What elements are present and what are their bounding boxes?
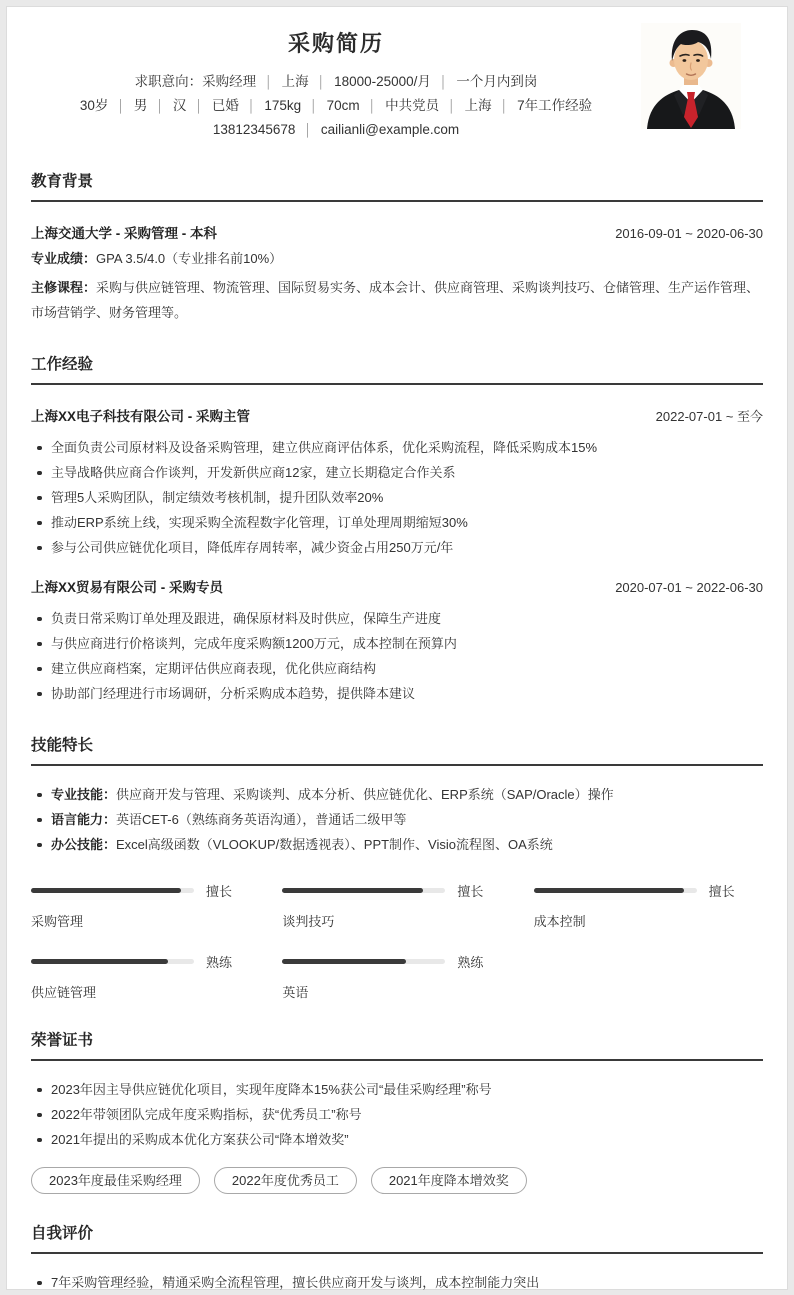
job-date-range: 2020-07-01 ~ 2022-06-30 xyxy=(615,580,763,595)
info-item: 一个月内到岗 xyxy=(456,74,538,89)
header-text-block xyxy=(31,23,641,142)
email-address: cailianli@example.com xyxy=(320,122,460,137)
skill-bullet xyxy=(31,832,763,857)
skill-name: 谈判技巧 xyxy=(282,914,335,929)
avatar-illustration xyxy=(641,23,741,129)
separator: │ xyxy=(448,99,456,113)
skill-bar-track xyxy=(31,888,194,893)
job-entry-head xyxy=(31,405,763,425)
courses-label: 主修课程： xyxy=(31,280,97,295)
job-bullet: 主导战略供应商合作谈判，开发新供应商12家，建立长期稳定合作关系 xyxy=(31,460,763,485)
skill-name: 采购管理 xyxy=(31,914,84,929)
job-bullet: 负责日常采购订单处理及跟进，确保原材料及时供应，保障生产进度 xyxy=(31,606,763,631)
info-item: 30岁 xyxy=(79,98,109,113)
section-title-honors: 荣誉证书 xyxy=(31,1028,763,1061)
info-item: 汉 xyxy=(172,98,187,113)
contact-line xyxy=(31,118,641,142)
skill-bar-fill xyxy=(31,888,181,893)
section-title-education: 教育背景 xyxy=(31,169,763,202)
job-date-range: 2022-07-01 ~ 至今 xyxy=(655,409,763,424)
info-item: 上海 xyxy=(281,74,309,89)
skill-bar-fill xyxy=(534,888,684,893)
skill-level-label: 擅长 xyxy=(708,884,735,899)
separator: │ xyxy=(500,99,509,113)
profile-photo xyxy=(641,23,741,129)
separator: │ xyxy=(195,99,203,113)
job-bullets xyxy=(31,606,763,706)
separator: │ xyxy=(439,75,448,89)
personal-info-line xyxy=(31,94,641,118)
self-eval-bullet: 7年采购管理经验，精通采购全流程管理，擅长供应商开发与谈判，成本控制能力突出 xyxy=(31,1270,763,1295)
info-item: 18000-25000/月 xyxy=(334,74,431,89)
skill-bar-fill xyxy=(282,888,422,893)
honor-bullet: 2022年带领团队完成年度采购指标，获“优秀员工”称号 xyxy=(31,1102,763,1127)
job-entry xyxy=(31,405,763,560)
gpa-line xyxy=(31,246,763,271)
school-degree: 上海交通大学 - 采购管理 - 本科 xyxy=(31,226,217,241)
job-bullets xyxy=(31,435,763,560)
courses-value: 采购与供应链管理、物流管理、国际贸易实务、成本会计、供应商管理、采购谈判技巧、仓储管理、生产运作管理、市场营销学、财务管理等。 xyxy=(31,280,760,320)
job-bullet: 协助部门经理进行市场调研，分析采购成本趋势，提供降本建议 xyxy=(31,681,763,706)
skill-bar-fill xyxy=(31,959,168,964)
skill-label: 专业技能： xyxy=(51,787,117,802)
job-bullet: 建立供应商档案，定期评估供应商表现，优化供应商结构 xyxy=(31,656,763,681)
job-bullet: 全面负责公司原材料及设备采购管理，建立供应商评估体系，优化采购流程，降低采购成本15% xyxy=(31,435,763,460)
separator: │ xyxy=(247,99,256,113)
skill-text: 供应商开发与管理、采购谈判、成本分析、供应链优化、ERP系统（SAP/Oracle）操作 xyxy=(116,787,614,802)
job-bullet: 管理5人采购团队，制定绩效考核机制，提升团队效率20% xyxy=(31,485,763,510)
skill-level-label: 熟练 xyxy=(457,955,484,970)
honor-tag: 2022年度优秀员工 xyxy=(214,1167,357,1194)
resume-page xyxy=(6,6,788,1290)
education-date-range: 2016-09-01 ~ 2020-06-30 xyxy=(615,226,763,241)
job-bullet: 与供应商进行价格谈判，完成年度采购额1200万元，成本控制在预算内 xyxy=(31,631,763,656)
skill-level-label: 擅长 xyxy=(457,884,484,899)
info-item: 175kg xyxy=(264,98,302,113)
honor-bullet: 2023年因主导供应链优化项目，实现年度降本15%获公司“最佳采购经理”称号 xyxy=(31,1077,763,1102)
honor-tag: 2021年度降本增效奖 xyxy=(371,1167,527,1194)
separator: │ xyxy=(310,99,318,113)
honor-tag: 2023年度最佳采购经理 xyxy=(31,1167,200,1194)
separator: │ xyxy=(117,99,125,113)
skill-bar-track xyxy=(31,959,194,964)
section-title-work: 工作经验 xyxy=(31,352,763,385)
job-bullet: 参与公司供应链优化项目，降低库存周转率，减少资金占用250万元/年 xyxy=(31,535,763,560)
info-item: 已婚 xyxy=(211,98,239,113)
job-entry xyxy=(31,576,763,706)
separator: │ xyxy=(317,75,326,89)
job-title: 上海XX电子科技有限公司 - 采购主管 xyxy=(31,409,251,424)
gpa-label: 专业成绩： xyxy=(31,251,97,266)
separator: │ xyxy=(304,123,312,137)
section-work xyxy=(31,352,763,706)
info-item: 中共党员 xyxy=(385,98,440,113)
skill-bar-item xyxy=(282,952,511,1001)
skill-bar-item xyxy=(31,952,260,1001)
self-eval-bullets xyxy=(31,1270,763,1295)
section-title-skills: 技能特长 xyxy=(31,733,763,766)
info-item: 70cm xyxy=(326,98,360,113)
skill-bar-track xyxy=(282,959,445,964)
separator: │ xyxy=(156,99,164,113)
skill-label: 语言能力： xyxy=(51,812,117,827)
education-entry-head xyxy=(31,222,763,242)
section-title-self-evaluation: 自我评价 xyxy=(31,1221,763,1254)
job-title: 上海XX贸易有限公司 - 采购专员 xyxy=(31,580,224,595)
skill-name: 成本控制 xyxy=(533,914,586,929)
honor-bullet: 2021年提出的采购成本优化方案获公司“降本增效奖” xyxy=(31,1127,763,1152)
section-skills xyxy=(31,733,763,1001)
section-self-evaluation xyxy=(31,1221,763,1295)
skill-bar-track xyxy=(282,888,445,893)
skill-level-label: 擅长 xyxy=(206,884,233,899)
skill-bar-track xyxy=(534,888,697,893)
separator: │ xyxy=(265,75,273,89)
section-education xyxy=(31,169,763,325)
skill-bullet xyxy=(31,782,763,807)
job-entry-head xyxy=(31,576,763,596)
skill-bullet xyxy=(31,807,763,832)
skill-bar-item xyxy=(282,881,511,930)
info-item: 7年工作经验 xyxy=(517,98,593,113)
job-bullet: 推动ERP系统上线，实现采购全流程数字化管理，订单处理周期缩短30% xyxy=(31,510,763,535)
info-item: 上海 xyxy=(464,98,492,113)
section-honors xyxy=(31,1028,763,1194)
info-item: 求职意向：采购经理 xyxy=(134,74,257,89)
skill-bar-fill xyxy=(282,959,406,964)
info-item: 男 xyxy=(133,98,148,113)
skill-text: 英语CET-6（熟练商务英语沟通），普通话二级甲等 xyxy=(116,812,407,827)
honor-tags xyxy=(31,1167,763,1194)
page-title: 采购简历 xyxy=(287,31,384,56)
skill-name: 英语 xyxy=(282,985,309,1000)
honor-bullets xyxy=(31,1077,763,1152)
phone-number: 13812345678 xyxy=(212,122,296,137)
skill-bullets xyxy=(31,782,763,857)
job-intent-line xyxy=(31,70,641,94)
separator: │ xyxy=(368,99,377,113)
resume-header xyxy=(31,23,763,142)
skill-label: 办公技能： xyxy=(51,837,117,852)
skill-bars-grid xyxy=(31,881,763,1001)
skill-bar-item xyxy=(31,881,260,930)
skill-text: Excel高级函数（VLOOKUP/数据透视表）、PPT制作、Visio流程图、OA系统 xyxy=(116,837,553,852)
skill-bar-item xyxy=(534,881,763,930)
courses-line xyxy=(31,275,763,325)
skill-level-label: 熟练 xyxy=(206,955,233,970)
skill-name: 供应链管理 xyxy=(31,985,97,1000)
gpa-value: GPA 3.5/4.0（专业排名前10%） xyxy=(96,251,283,266)
